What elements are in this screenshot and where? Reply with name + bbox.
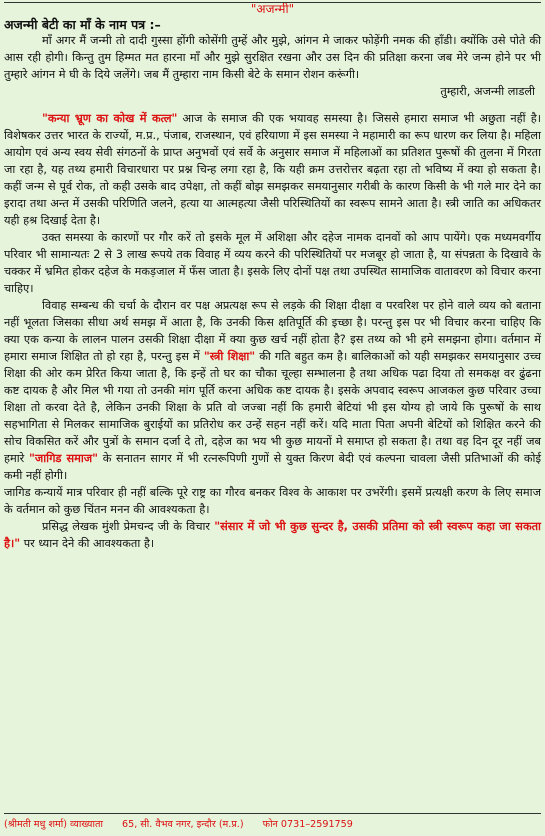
footer-address: 65, सी. वैभव नगर, इन्दौर (म.प्र.) [122,819,244,830]
paragraph-3-text-c: के सनातन सागर में भी रत्नरूपिणी गुणों से युक्त किरण बेदी एवं कल्पना चावला जैसी प्रतिभाओं की कोई कमी नहीं होगी। [4,452,542,482]
article-paragraph-2: उक्त समस्या के कारणों पर गौर करें तो इसके मूल में अशिक्षा और दहेज नामक दानवों को आप पायेंगे। एक मध्यमवर्गीय परिवार भी सामान्यतः 2 से 3 लाख रूपये तक विवाह में व्यय करने की परिस्थितियों पर मजबूर हो जाता है, या संपन्नता के दिखावे के चक्कर में भ्रमित होकर दहेज के मकड़जाल में फँस जाता है। इसके लिए दोनों पक्ष तथा उपस्थित सामाजिक वातावरण को विचार करना चाहिए। [4,231,541,295]
article-paragraph-4: जागिड कन्यायें मात्र परिवार ही नहीं बल्कि पूरे राष्ट्र का गौरव बनकर विश्व के आकाश पर उभरेंगी। इसमें प्रत्यक्षी करण के लिए समाज के वर्तमान को कुछ चिंतन मनन की आवश्यकता है। [4,486,541,516]
highlight-jangid-samaj: "जागिड समाज" [28,452,99,465]
paragraph-3-text-a: विवाह सम्बन्ध की चर्चा के दौरान वर पक्ष अप्रत्यक्ष रूप से लड़के की शिक्षा दीक्षा व परवरिश पर होने वाले व्यय को बताना नहीं भूलता जिसका सीधा अर्थ समझ में आता है, कि उनकी किस क्षतिपूर्ति की इच्छा है। परन्तु इस पर भी विचार करना चाहिए कि क्या एक कन्या के लालन पालन उसकी शिक्षा दीक्षा में क्या कुछ खर्च नहीं होता है? इस तथ्य को भी हमे समझना होगा। वर्तमान में हमारा समाज शिक्षित तो हो रहा है, परन्तु इस में [4,299,541,363]
paragraph-3-text-b: की गति बहुत कम है। बालिकाओं को यही समझकर समयानुसार उच्च शिक्षा की ओर कम प्रेरित किया जाता है, कि इन्हें तो घर का चौका चूल्हा सम्भालना है तथा अधिक पढा दिया तो समकक्ष वर ढुंढना कष्ट दायक है और मिल भी गया तो उनकी मांग पूर्ति करना अधिक कष्ट दायक है। इसके अपवाद स्वरूप आजकल कुछ परिवार उच्चा शिक्षा तो करवा देते है, लेकिन उनकी शिक्षा के प्रति वो जज्बा नहीं कि हमारी बेटियां भी इस योग्य हो जाये कि पुरूषों के साथ सहभागिता से मिलकर सामाजिक बुराईयों का प्रतिरोध कर उन्हें सहन नहीं करें। यदि माता पिता अपनी बेटियों को शिक्षित करने की सोच विकसित करें और पुत्रों के समान दर्जा दे तो, दहेज का भय भी कुछ मायनों मे समाप्त हो सकता है। तथा वह दिन दूर नहीं जब हमारे [4,350,541,465]
highlight-premchand-quote: "संसार में जो भी कुछ सुन्दर है, उसकी प्रतिमा को स्त्री स्वरूप कहा जा सकता है।" [4,520,541,550]
highlight-women-education: "स्त्री शिक्षा" [203,350,256,363]
footer [4,813,541,833]
paragraph-1-text: आज के समाज की एक भयावह समस्या है। जिससे हमारा समाज भी अछुता नहीं है। विशेषकर उत्तर भारत के राज्यों, म.प्र., पंजाब, राजस्थान, एवं हरियाणा में इस समस्या ने महामारी का रूप धारण कर लिया है। महिला आयोग एवं अन्य स्वय सेवी संगठनों के प्राप्त अनुभवों एवं सर्वे के अनुसार समाज में महिलाओं का प्रतिशत पुरूषों की तुलना में गिरता जा रहा है, यह तथ्य हमारी विचारधारा पर प्रश्न चिन्ह लगा रहा है, कि यही क्रम उत्तरोत्तर बढ़ता रहा तो भविष्य में क्या हो सकता है। कहीं जन्म से पूर्व रोक, तो कही उसके बाद उपेक्षा, तो कहीं बोझ समझकर समयानुसार गरीबी के कारण किसी के भी गले मार देने का इरादा तथा अन्त में उसकी परिणिति जलने, हत्या या आत्महत्या जैसी परिस्थितियों का स्वरूप सामने आता है। स्त्री जाति का अधिकतर यही हश्र दिखाई देता है। [4,112,541,227]
footer-author: (श्रीमती मधु शर्मा) व्याख्याता [4,819,103,830]
article-paragraph-1 [4,110,541,229]
letter-signature: तुम्हारी, अजन्मी लाडली [440,85,535,98]
page-title: "अजन्मी" [250,2,295,16]
letter-heading: अजन्मी बेटी का माँ के नाम पत्र :– [4,17,161,32]
article-paragraph-3 [4,297,541,484]
footer-phone: फोन 0731–2591759 [262,819,353,830]
letter-body: माँ अगर मैं जन्मी तो दादी गुस्सा होंगी कोसेंगी तुम्हें और मुझे, आंगन मे जाकर फोड़ेंगी नमक की हाँडी। क्योंकि उसे पोते की आस रही होगी। किन्तु तुम हिम्मत मत हारना माँ और मुझे सुरक्षित रखना और उस दिन की प्रतिक्षा करना जब मेरे जन्म होने पर भी तुम्हारे आंगन मे घी के दिये जलेंगे। जब मैं तुम्हारा नाम किसी बेटे के समान रोशन करूंगी। [4,34,541,81]
paragraph-5-text-a: प्रसिद्ध लेखक मुंशी प्रेमचन्द जी के विचार [42,520,215,533]
paragraph-5-text-b: पर ध्यान देने की आवश्यकता है। [20,537,155,550]
top-rule [4,2,541,3]
highlight-female-foeticide: "कन्या भ्रूण का कोख में कत्ल" [42,112,178,125]
article-paragraph-5 [4,518,541,552]
